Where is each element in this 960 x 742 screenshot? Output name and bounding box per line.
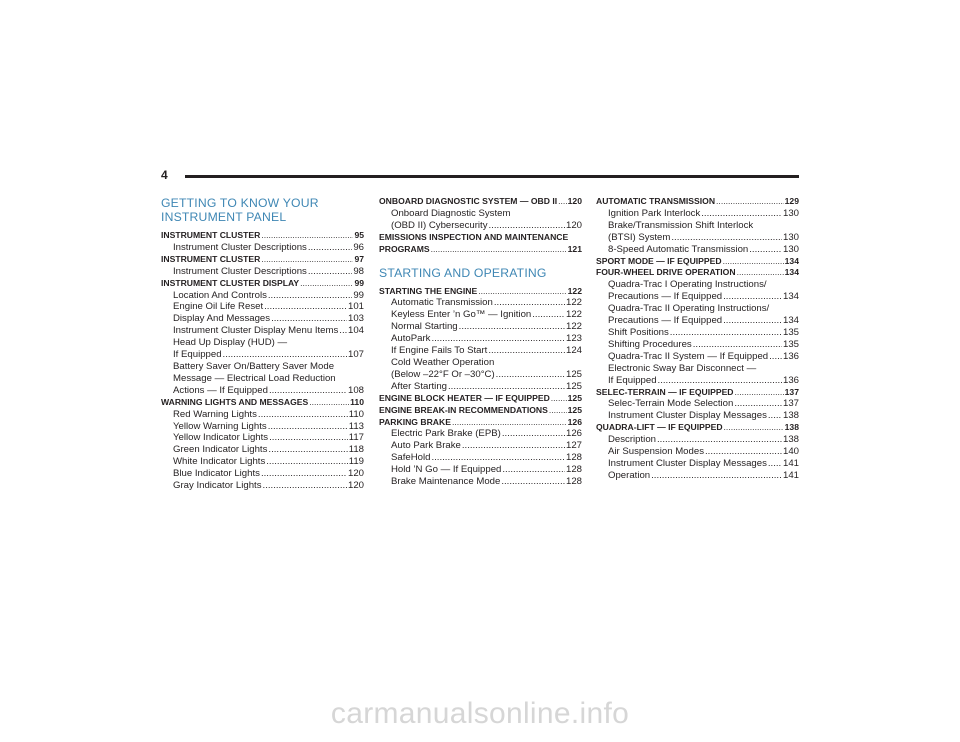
dot-leader (309, 397, 349, 409)
dot-leader (431, 333, 565, 345)
toc-entry[interactable] (596, 196, 799, 208)
toc-entry-page: 138 (784, 422, 799, 433)
dot-leader (478, 286, 566, 298)
toc-entry-title: INSTRUMENT CLUSTER DISPLAY (161, 277, 300, 288)
toc-entry-title: ENGINE BLOCK HEATER — IF EQUIPPED (379, 392, 550, 403)
toc-entry-title: Brake Maintenance Mode (391, 476, 501, 488)
toc-entry-title: Normal Starting (391, 321, 458, 333)
toc-entry-title-continued: Cold Weather Operation (391, 356, 495, 368)
dot-leader (701, 208, 782, 220)
dot-leader (658, 375, 782, 387)
toc-entry-title: Keyless Enter ’n Go™ — Ignition (391, 309, 532, 321)
toc-entry-title: Automatic Transmission (391, 297, 493, 309)
toc-entry[interactable] (161, 480, 364, 492)
toc-entry[interactable] (379, 321, 582, 333)
toc-entry-page: 123 (565, 333, 582, 345)
dot-leader (448, 381, 565, 393)
dot-leader (670, 327, 782, 339)
dot-leader (462, 440, 565, 452)
toc-entry-page: 125 (567, 392, 582, 403)
toc-entry-title: Operation (608, 469, 651, 481)
toc-entry-page: 129 (784, 196, 799, 206)
toc-entry[interactable] (161, 301, 364, 313)
toc-entry-title: Selec-Terrain Mode Selection (608, 398, 734, 410)
toc-entry-title: Instrument Cluster Descriptions (173, 265, 307, 277)
dot-leader (502, 428, 565, 440)
dot-leader (261, 254, 353, 266)
toc-entry-title: Red Warning Lights (173, 408, 257, 420)
toc-entry-title: Display And Messages (173, 313, 271, 325)
dot-leader (723, 256, 784, 268)
dot-leader (671, 232, 782, 244)
dot-leader (308, 242, 353, 254)
toc-entry-page: 97 (354, 253, 364, 264)
toc-entry-page: 120 (347, 468, 364, 480)
toc-entry-page: 110 (350, 396, 364, 407)
toc-entry-title: INSTRUMENT CLUSTER (161, 253, 261, 264)
toc-entry-title: Engine Oil Life Reset (173, 301, 264, 313)
toc-entry[interactable] (379, 381, 582, 393)
toc-entry-title-continued: Brake/Transmission Shift Interlock (608, 219, 754, 231)
toc-entry[interactable] (379, 244, 582, 256)
dot-leader (431, 244, 567, 256)
toc-entry-title: Precautions — If Equipped (608, 315, 723, 327)
toc-entry-page: 118 (348, 444, 364, 456)
toc-entry-page: 137 (784, 386, 799, 397)
toc-entry-page: 134 (784, 255, 799, 266)
dot-leader (271, 313, 347, 325)
toc-entry[interactable] (161, 456, 364, 468)
section-heading-instrument-panel (161, 196, 364, 224)
toc-entry[interactable] (379, 476, 582, 488)
toc-entry[interactable] (161, 242, 364, 254)
toc-entry-title: Electric Park Brake (EPB) (391, 428, 501, 440)
dot-leader (558, 196, 567, 208)
toc-entry-page: 134 (782, 315, 799, 327)
dot-leader (459, 321, 565, 333)
toc-entry[interactable] (379, 297, 582, 309)
dot-leader (268, 290, 352, 302)
toc-entry-title: Instrument Cluster Display Messages (608, 457, 767, 469)
toc-entry-title-continued: Quadra-Trac II Operating Instructions/ (608, 303, 770, 315)
toc-entry-title: Blue Indicator Lights (173, 468, 260, 480)
toc-entry-page: 125 (565, 368, 582, 380)
toc-entry[interactable] (596, 208, 799, 220)
dot-leader (657, 434, 782, 446)
toc-entry-page: 124 (565, 345, 582, 357)
toc-entry[interactable] (596, 315, 799, 327)
dot-leader (258, 409, 348, 421)
toc-entry-page: 141 (782, 457, 799, 469)
toc-entry-title-continued: Onboard Diagnostic System (391, 207, 511, 219)
toc-entry-page: 135 (782, 338, 799, 350)
toc-entry-title: Instrument Cluster Display Messages (608, 410, 767, 422)
toc-entry[interactable] (161, 421, 364, 433)
toc-entry-page: 122 (565, 321, 582, 333)
toc-entry[interactable] (596, 458, 799, 470)
toc-entry-title: Yellow Warning Lights (173, 420, 267, 432)
toc-entry-title: White Indicator Lights (173, 456, 266, 468)
toc-entry-page: 134 (782, 291, 799, 303)
toc-entry-title: Instrument Cluster Display Menu Items (173, 325, 339, 337)
toc-entry-title: Shift Positions (608, 326, 669, 338)
toc-entry-title: ONBOARD DIAGNOSTIC SYSTEM — OBD II (379, 196, 558, 206)
toc-entry-title: Location And Controls (173, 289, 267, 301)
toc-entry-title: If Equipped (173, 349, 222, 361)
toc-entry[interactable] (596, 256, 799, 268)
dot-leader (300, 278, 353, 290)
toc-entry-title: Quadra-Trac II System — If Equipped (608, 350, 769, 362)
toc-entry-title: Description (608, 434, 656, 446)
toc-entry-title: If Equipped (608, 374, 657, 386)
toc-entry[interactable] (596, 398, 799, 410)
toc-entry-title: Actions — If Equipped (173, 384, 268, 396)
dot-leader (494, 297, 565, 309)
toc-entry[interactable] (379, 309, 582, 321)
toc-entry[interactable] (596, 410, 799, 422)
dot-leader (489, 220, 565, 232)
section-heading-starting-operating: STARTING AND OPERATING (379, 265, 547, 280)
dot-leader (261, 468, 347, 480)
toc-entry-page: 95 (354, 230, 364, 240)
toc-entry-title: (Below –22°F Or –30°C) (391, 368, 495, 380)
section-heading-line: GETTING TO KNOW YOUR (161, 196, 319, 210)
toc-column-2 (379, 196, 582, 488)
toc-entry-page: 128 (565, 452, 582, 464)
dot-leader (549, 405, 567, 417)
toc-entry-page: 130 (782, 207, 799, 219)
toc-entry-page: 138 (782, 434, 799, 446)
dot-leader (734, 398, 782, 410)
toc-entry-page: 138 (782, 410, 799, 422)
dot-leader (737, 267, 784, 279)
toc-entry-page: 135 (782, 326, 799, 338)
toc-entry-title-continued: EMISSIONS INSPECTION AND MAINTENANCE (379, 231, 569, 242)
toc-entry[interactable] (596, 327, 799, 339)
toc-entry[interactable] (379, 417, 582, 429)
dot-leader (488, 345, 565, 357)
toc-entry-title-continued: Quadra-Trac I Operating Instructions/ (608, 279, 767, 291)
dot-leader (724, 422, 784, 434)
toc-entry[interactable] (379, 196, 582, 208)
toc-entry-page: 101 (347, 301, 364, 313)
toc-entry-page: 141 (782, 469, 799, 481)
header-rule (185, 175, 799, 178)
toc-entry[interactable] (161, 278, 364, 290)
toc-entry-page: 125 (565, 380, 582, 392)
page-number: 4 (161, 168, 168, 182)
toc-entry-page: 128 (565, 476, 582, 488)
toc-entry[interactable] (596, 244, 799, 256)
toc-entry[interactable] (596, 470, 799, 482)
dot-leader (339, 325, 347, 337)
toc-entry-title-continued: Head Up Display (HUD) — (173, 337, 288, 349)
toc-entry-page: 128 (565, 464, 582, 476)
toc-entry-title: SPORT MODE — IF EQUIPPED (596, 255, 722, 266)
toc-entry[interactable] (596, 351, 799, 363)
toc-entry-title: STARTING THE ENGINE (379, 285, 478, 296)
dot-leader (308, 266, 353, 278)
toc-entry-title: FOUR-WHEEL DRIVE OPERATION (596, 267, 736, 278)
toc-entry-page: 122 (567, 285, 582, 296)
dot-leader (268, 421, 348, 433)
toc-entry[interactable] (161, 313, 364, 325)
dot-leader (768, 410, 782, 422)
toc-entry-title: Yellow Indicator Lights (173, 432, 269, 444)
toc-entry[interactable] (596, 232, 799, 244)
toc-entry-title: Shifting Procedures (608, 338, 692, 350)
toc-entry-title: SafeHold (391, 452, 431, 464)
dot-leader (768, 458, 782, 470)
toc-entry-page: 107 (347, 349, 364, 361)
toc-entry-page: 122 (565, 309, 582, 321)
toc-entry-title: SELEC-TERRAIN — IF EQUIPPED (596, 386, 734, 397)
toc-entry[interactable] (161, 385, 364, 397)
dot-leader (651, 470, 782, 482)
toc-entry[interactable] (596, 339, 799, 351)
toc-entry-page: 126 (565, 428, 582, 440)
dot-leader (532, 309, 565, 321)
toc-entry-page: 113 (348, 420, 364, 432)
toc-entry[interactable] (596, 291, 799, 303)
dot-leader (501, 476, 565, 488)
toc-entry-page: 99 (354, 277, 364, 288)
toc-entry-page: 126 (567, 416, 582, 427)
watermark: carmanualsonline.info (330, 697, 630, 730)
toc-entry-title: Auto Park Brake (391, 440, 461, 452)
toc-entry-page: 96 (353, 241, 364, 253)
toc-entry-title: INSTRUMENT CLUSTER (161, 230, 261, 240)
dot-leader (551, 393, 567, 405)
toc-entry-page: 140 (782, 446, 799, 458)
toc-entry[interactable] (379, 428, 582, 440)
dot-leader (261, 230, 353, 242)
toc-entry-page: 99 (353, 289, 364, 301)
toc-entry-page: 127 (565, 440, 582, 452)
toc-entry-title: QUADRA-LIFT — IF EQUIPPED (596, 422, 723, 433)
toc-entry-title: (OBD II) Cybersecurity (391, 219, 488, 231)
toc-entry-title: Gray Indicator Lights (173, 480, 262, 492)
toc-entry[interactable] (379, 452, 582, 464)
toc-entry-page: 120 (567, 196, 582, 206)
toc-entry-title: WARNING LIGHTS AND MESSAGES (161, 396, 309, 407)
toc-entry[interactable] (379, 405, 582, 417)
toc-entry[interactable] (161, 266, 364, 278)
toc-entry-title: Precautions — If Equipped (608, 291, 723, 303)
toc-column-3 (596, 196, 799, 482)
toc-entry-title-continued: Battery Saver On/Battery Saver Mode (173, 360, 335, 372)
toc-entry[interactable] (379, 464, 582, 476)
toc-entry[interactable] (379, 369, 582, 381)
toc-entry[interactable] (596, 422, 799, 434)
toc-entry[interactable] (596, 446, 799, 458)
toc-entry-title: Air Suspension Modes (608, 446, 704, 458)
toc-entry-page: 137 (782, 398, 799, 410)
toc-entry-page: 136 (782, 374, 799, 386)
dot-leader (716, 196, 784, 208)
toc-entry-page: 103 (347, 313, 364, 325)
toc-entry-page: 117 (348, 432, 364, 444)
toc-entry-title: If Engine Fails To Start (391, 345, 488, 357)
toc-entry-page: 104 (347, 325, 364, 337)
dot-leader (431, 452, 565, 464)
dot-leader (269, 432, 348, 444)
dot-leader (769, 351, 782, 363)
toc-entry[interactable] (161, 397, 364, 409)
toc-entry-page: 110 (348, 408, 364, 420)
dot-leader (266, 456, 347, 468)
toc-entry-title: AUTOMATIC TRANSMISSION (596, 196, 716, 206)
toc-entry[interactable] (161, 349, 364, 361)
toc-entry-title: Ignition Park Interlock (608, 207, 701, 219)
dot-leader (723, 291, 782, 303)
toc-entry-page: 108 (347, 384, 364, 396)
toc-entry-title: Hold ’N Go — If Equipped (391, 464, 502, 476)
toc-entry[interactable] (161, 432, 364, 444)
toc-entry-title: 8-Speed Automatic Transmission (608, 243, 749, 255)
toc-entry[interactable] (379, 345, 582, 357)
dot-leader (496, 369, 565, 381)
toc-entry[interactable] (161, 325, 364, 337)
section-heading-line: INSTRUMENT PANEL (161, 210, 287, 224)
toc-entry-page: 120 (565, 219, 582, 231)
toc-entry-title: (BTSI) System (608, 231, 671, 243)
toc-entry-page: 119 (348, 456, 364, 468)
toc-entry-title: ENGINE BREAK-IN RECOMMENDATIONS (379, 404, 548, 415)
toc-entry[interactable] (596, 267, 799, 279)
dot-leader (723, 315, 782, 327)
toc-entry-page: 134 (784, 267, 799, 278)
toc-entry-page: 98 (353, 265, 364, 277)
dot-leader (705, 446, 782, 458)
dot-leader (693, 339, 782, 351)
toc-entry[interactable] (379, 286, 582, 298)
dot-leader (502, 464, 565, 476)
dot-leader (263, 480, 347, 492)
toc-entry[interactable] (379, 333, 582, 345)
toc-entry-page: 136 (782, 350, 799, 362)
dot-leader (749, 244, 782, 256)
toc-entry-title: Instrument Cluster Descriptions (173, 241, 307, 253)
dot-leader (452, 417, 567, 429)
toc-entry[interactable] (379, 440, 582, 452)
toc-entry-page: 121 (567, 243, 582, 254)
toc-entry-page: 130 (782, 243, 799, 255)
toc-entry-title-continued: Electronic Sway Bar Disconnect — (608, 362, 757, 374)
toc-entry-page: 120 (347, 480, 364, 492)
toc-entry-title: After Starting (391, 380, 447, 392)
toc-entry[interactable] (161, 290, 364, 302)
toc-entry-title: PARKING BRAKE (379, 416, 451, 427)
toc-entry[interactable] (379, 393, 582, 405)
toc-entry[interactable] (161, 409, 364, 421)
dot-leader (264, 301, 347, 313)
toc-entry[interactable] (379, 220, 582, 232)
toc-entry-title: Green Indicator Lights (173, 444, 268, 456)
toc-entry[interactable] (596, 375, 799, 387)
toc-entry-title: AutoPark (391, 333, 431, 345)
toc-entry[interactable] (161, 468, 364, 480)
dot-leader (223, 349, 347, 361)
toc-entry-title-continued: Message — Electrical Load Reduction (173, 372, 336, 384)
toc-entry[interactable] (161, 254, 364, 266)
toc-entry[interactable] (161, 444, 364, 456)
toc-entry[interactable] (596, 434, 799, 446)
dot-leader (269, 385, 347, 397)
toc-entry-page: 125 (567, 404, 582, 415)
dot-leader (735, 387, 784, 399)
toc-entry-title: PROGRAMS (379, 243, 430, 254)
toc-entry[interactable] (596, 387, 799, 399)
toc-entry-page: 130 (782, 231, 799, 243)
toc-entry-page: 122 (565, 297, 582, 309)
toc-column-1 (161, 196, 364, 492)
toc-entry[interactable] (161, 230, 364, 242)
dot-leader (268, 444, 347, 456)
